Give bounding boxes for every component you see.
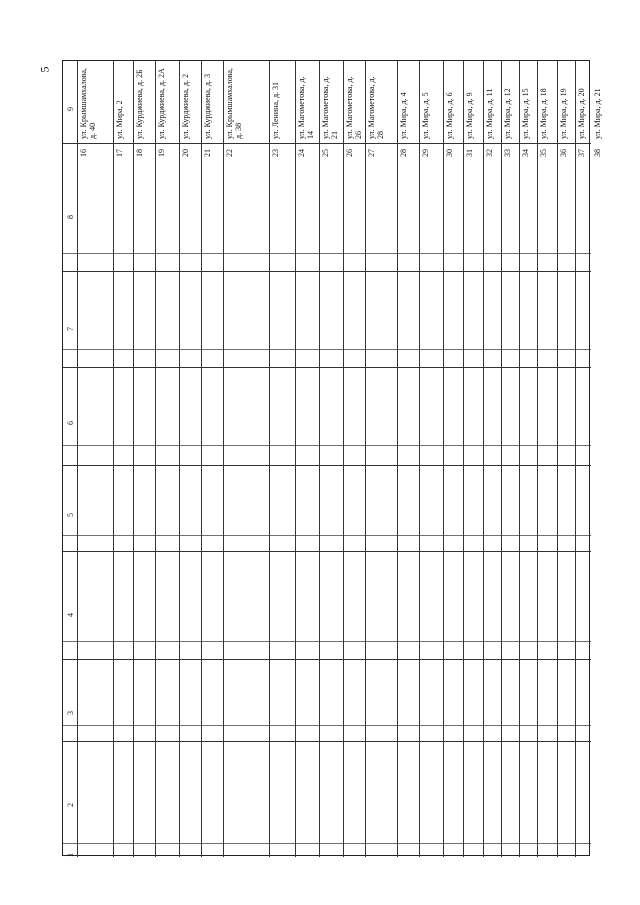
row-divider xyxy=(537,61,538,857)
row-address: ул. Мира, д. 19 xyxy=(559,88,568,139)
sub-divider xyxy=(63,725,591,726)
row-number: 30 xyxy=(445,149,454,157)
row-divider xyxy=(179,61,180,857)
row-divider xyxy=(155,61,156,857)
row-number: 32 xyxy=(485,149,494,157)
row-address: ул. Мира, д. 18 xyxy=(539,88,548,139)
row-divider xyxy=(295,61,296,857)
column-number-5: 5 xyxy=(66,513,75,517)
number-address-divider xyxy=(63,143,591,144)
row-number: 33 xyxy=(503,149,512,157)
row-address: ул. Мира, д. 5 xyxy=(421,92,430,139)
row-divider xyxy=(419,61,420,857)
sub-divider xyxy=(63,349,591,350)
row-number: 24 xyxy=(297,149,306,157)
sub-divider xyxy=(63,445,591,446)
column-number-7: 7 xyxy=(66,327,75,331)
column-divider xyxy=(63,741,591,742)
row-number: 38 xyxy=(593,149,602,157)
row-address: ул. Курджиева, д. 3 xyxy=(203,74,212,139)
row-address: ул. Мира, д. 11 xyxy=(485,88,494,139)
row-address: ул. Магометова, д. 28 xyxy=(367,76,385,139)
row-number: 16 xyxy=(79,149,88,157)
row-address: ул. Мира, д. 15 xyxy=(521,88,530,139)
row-address: ул. Мира, 2 xyxy=(115,100,124,139)
row-number: 27 xyxy=(367,149,376,157)
row-number: 21 xyxy=(203,149,212,157)
row-number: 29 xyxy=(421,149,430,157)
column-divider xyxy=(63,367,591,368)
column-divider xyxy=(63,271,591,272)
row-address: ул. Мира, д. 20 xyxy=(577,88,586,139)
column-divider xyxy=(63,551,591,552)
column-divider xyxy=(63,659,591,660)
page-number: 5 xyxy=(37,66,52,73)
row-address: ул. Магометова, д. 14 xyxy=(297,76,315,139)
row-address: ул. Мира, д. 21 xyxy=(593,88,602,139)
row-number: 25 xyxy=(321,149,330,157)
row-number: 31 xyxy=(465,149,474,157)
row-divider xyxy=(397,61,398,857)
row-address: ул. Курджиева, д. 2Б xyxy=(135,69,144,139)
sub-divider xyxy=(63,641,591,642)
sub-divider xyxy=(63,535,591,536)
row-divider xyxy=(501,61,502,857)
row-divider xyxy=(343,61,344,857)
column-number-2: 2 xyxy=(66,803,75,807)
column-number-8: 8 xyxy=(66,215,75,219)
row-divider xyxy=(319,61,320,857)
row-divider xyxy=(557,61,558,857)
row-number: 26 xyxy=(345,149,354,157)
column-number-3: 3 xyxy=(66,711,75,715)
row-address: ул. Мира, д. 6 xyxy=(445,92,454,139)
row-number: 20 xyxy=(181,149,190,157)
row-number: 19 xyxy=(157,149,166,157)
row-address: ул. Курджиева, д. 2 xyxy=(181,74,190,139)
sub-divider xyxy=(63,843,591,844)
data-table xyxy=(62,60,602,857)
row-address: ул. Крымшамхалова, д. 38 xyxy=(225,68,243,139)
row-address: ул. Ленина, д. 31 xyxy=(271,81,280,139)
row-divider xyxy=(575,61,576,857)
column-number-6: 6 xyxy=(66,421,75,425)
row-divider xyxy=(77,61,78,857)
row-divider xyxy=(223,61,224,857)
row-number: 22 xyxy=(225,149,234,157)
row-divider xyxy=(365,61,366,857)
column-number-9: 9 xyxy=(66,107,75,111)
row-divider xyxy=(113,61,114,857)
row-address: ул. Курджиева, д. 2А xyxy=(157,68,166,139)
row-number: 17 xyxy=(115,149,124,157)
row-address: ул. Крымшамхалова, д. 40 xyxy=(79,68,97,139)
row-address: ул. Мира, д. 9 xyxy=(465,92,474,139)
sub-divider xyxy=(63,253,591,254)
column-number-1: 1 xyxy=(66,853,75,857)
row-divider xyxy=(201,61,202,857)
column-number-4: 4 xyxy=(66,613,75,617)
row-address: ул. Магометова, д. 26 xyxy=(345,76,363,139)
row-divider xyxy=(443,61,444,857)
row-divider xyxy=(269,61,270,857)
row-divider xyxy=(519,61,520,857)
row-number: 35 xyxy=(539,149,548,157)
row-divider xyxy=(463,61,464,857)
row-number: 28 xyxy=(399,149,408,157)
row-address: ул. Мира, д. 12 xyxy=(503,88,512,139)
row-address: ул. Магометова, д. 21 xyxy=(321,76,339,139)
row-number: 18 xyxy=(135,149,144,157)
row-number: 23 xyxy=(271,149,280,157)
row-divider xyxy=(483,61,484,857)
row-divider xyxy=(133,61,134,857)
row-number: 36 xyxy=(559,149,568,157)
row-address: ул. Мира, д. 4 xyxy=(399,92,408,139)
row-number: 34 xyxy=(521,149,530,157)
column-divider xyxy=(63,465,591,466)
row-number: 37 xyxy=(577,149,586,157)
